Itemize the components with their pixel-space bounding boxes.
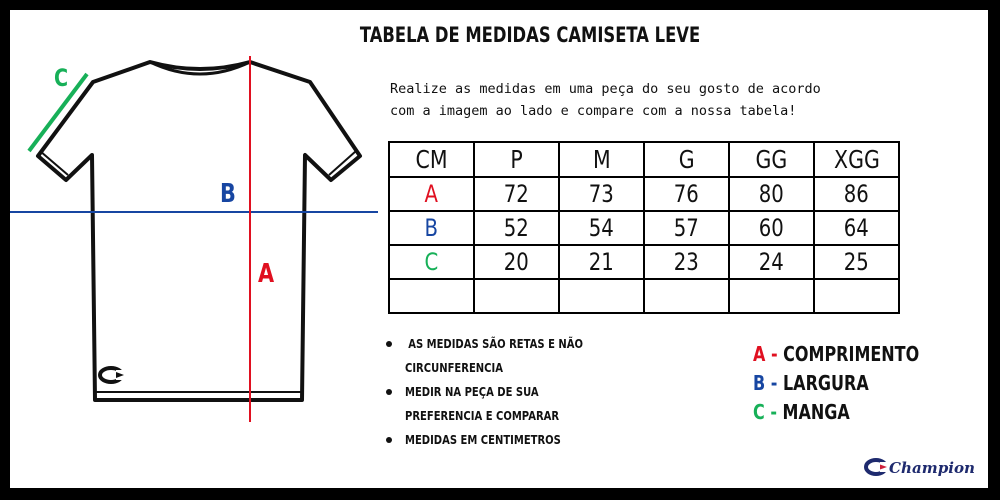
tshirt-outline <box>38 62 360 400</box>
table-cell <box>644 279 729 313</box>
legend-item-b: B - LARGURA <box>753 371 869 395</box>
table-cell: 80 <box>729 177 814 211</box>
header-cell: XGG <box>814 142 899 177</box>
list-item: AS MEDIDAS SÃO RETAS E NÃO CIRCUNFERENCIA <box>383 332 623 380</box>
list-item: MEDIDAS EM CENTIMETROS <box>383 428 623 452</box>
champion-logo <box>863 455 978 479</box>
table-cell: 21 <box>559 245 644 279</box>
header-cell: G <box>644 142 729 177</box>
shirt-logo-icon <box>100 368 128 382</box>
table-cell: 60 <box>729 211 814 245</box>
table-row-empty <box>389 279 899 313</box>
table-cell: 57 <box>644 211 729 245</box>
bullet-icon <box>386 437 392 443</box>
tshirt-diagram <box>10 10 390 488</box>
table-cell: 24 <box>729 245 814 279</box>
size-chart-canvas <box>10 10 988 488</box>
diagram-label-c: C <box>54 65 69 93</box>
table-cell: 76 <box>644 177 729 211</box>
row-label: B <box>389 211 474 245</box>
row-label: C <box>389 245 474 279</box>
table-cell: 23 <box>644 245 729 279</box>
table-cell: 25 <box>814 245 899 279</box>
bullet-icon <box>386 341 392 347</box>
table-cell: 73 <box>559 177 644 211</box>
header-cell: M <box>559 142 644 177</box>
bullet-icon <box>386 389 392 395</box>
table-cell: 86 <box>814 177 899 211</box>
size-table-header <box>389 142 899 177</box>
table-cell <box>729 279 814 313</box>
legend-item-c: C - MANGA <box>753 400 850 424</box>
table-row <box>389 245 899 279</box>
table-row <box>389 211 899 245</box>
page-title: TABELA DE MEDIDAS CAMISETA LEVE <box>359 23 701 47</box>
intro-line-2: com a imagem ao lado e compare com a nossa tabela! <box>390 103 797 119</box>
diagram-label-a: A <box>258 257 275 289</box>
table-cell: 64 <box>814 211 899 245</box>
table-cell: 20 <box>474 245 559 279</box>
list-item: MEDIR NA PEÇA DE SUA PREFERENCIA E COMPARAR <box>383 380 623 428</box>
table-cell: 52 <box>474 211 559 245</box>
intro-text <box>390 78 830 122</box>
header-cell: CM <box>389 142 474 177</box>
table-cell <box>814 279 899 313</box>
table-row <box>389 177 899 211</box>
table-cell <box>389 279 474 313</box>
diagram-label-b: B <box>220 177 236 209</box>
brand-wordmark: Champion <box>889 459 975 477</box>
header-cell: GG <box>729 142 814 177</box>
legend-item-a: A - COMPRIMENTO <box>753 342 920 366</box>
row-label: A <box>389 177 474 211</box>
table-cell: 72 <box>474 177 559 211</box>
notes-list <box>383 332 623 452</box>
intro-line-1: Realize as medidas em uma peça do seu gosto de acordo <box>390 81 821 97</box>
champion-c-icon <box>866 460 889 474</box>
header-cell: P <box>474 142 559 177</box>
table-cell <box>559 279 644 313</box>
measure-legend <box>753 340 961 427</box>
size-table <box>388 141 900 314</box>
table-cell: 54 <box>559 211 644 245</box>
table-cell <box>474 279 559 313</box>
